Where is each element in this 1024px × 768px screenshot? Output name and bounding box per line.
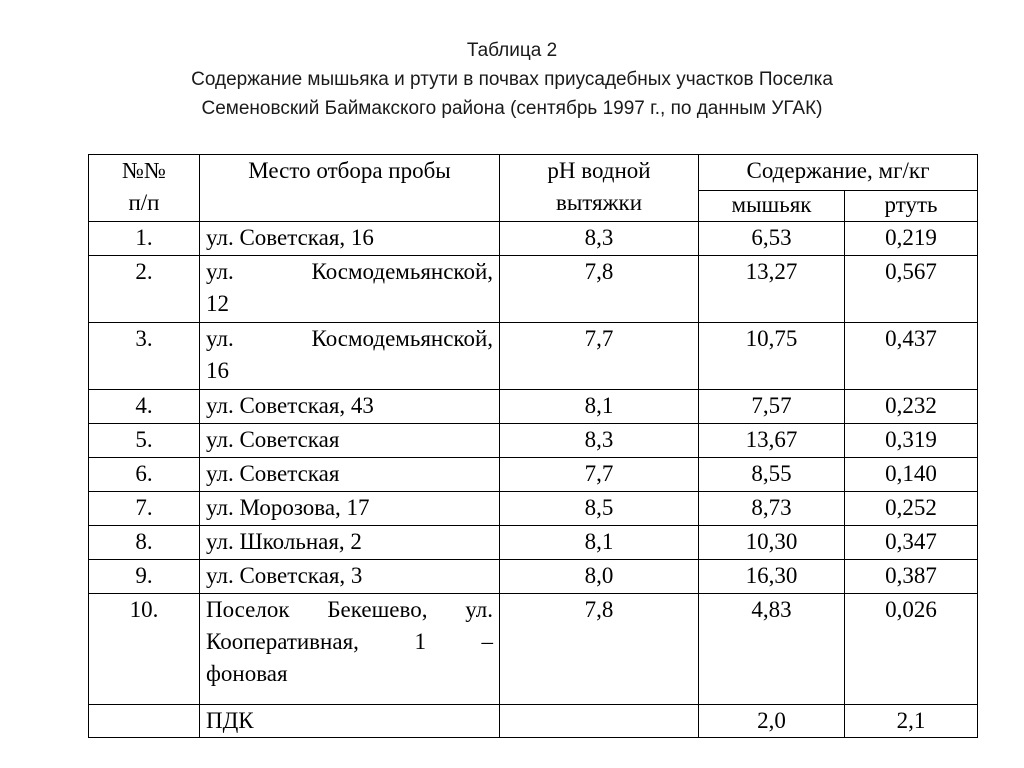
cell-ph: 8,3 bbox=[500, 424, 699, 458]
cell-mercury: 0,140 bbox=[845, 458, 978, 492]
cell-num: 10. bbox=[89, 594, 200, 705]
cell-num: 3. bbox=[89, 323, 200, 390]
cell-arsenic: 10,75 bbox=[699, 323, 845, 390]
table-row bbox=[89, 424, 978, 458]
table-caption bbox=[0, 36, 1024, 123]
cell-place: ул. Советская bbox=[200, 424, 500, 458]
cell-place: ул. Советская, 43 bbox=[200, 390, 500, 424]
cell-num bbox=[89, 705, 200, 738]
cell-mercury: 0,387 bbox=[845, 560, 978, 594]
pdk-ph bbox=[500, 705, 699, 738]
table-row bbox=[89, 458, 978, 492]
cell-ph: 8,1 bbox=[500, 390, 699, 424]
cell-ph: 7,7 bbox=[500, 323, 699, 390]
table-row bbox=[89, 323, 978, 390]
cell-arsenic: 7,57 bbox=[699, 390, 845, 424]
cell-mercury: 0,567 bbox=[845, 256, 978, 323]
cell-arsenic: 8,73 bbox=[699, 492, 845, 526]
cell-ph: 8,0 bbox=[500, 560, 699, 594]
table-row bbox=[89, 390, 978, 424]
table-row bbox=[89, 526, 978, 560]
pdk-label: ПДК bbox=[200, 705, 500, 738]
cell-ph: 8,1 bbox=[500, 526, 699, 560]
pdk-arsenic: 2,0 bbox=[699, 705, 845, 738]
table-title-line-2: Семеновский Баймакского района (сентябрь 1997 г., по данным УГАК) bbox=[201, 98, 823, 119]
table-row bbox=[89, 594, 978, 705]
cell-num: 8. bbox=[89, 526, 200, 560]
pdk-mercury: 2,1 bbox=[845, 705, 978, 738]
cell-place: ул. Советская, 3 bbox=[200, 560, 500, 594]
header-arsenic: мышьяк bbox=[699, 191, 845, 222]
cell-ph: 7,7 bbox=[500, 458, 699, 492]
cell-num: 5. bbox=[89, 424, 200, 458]
table-number: Таблица 2 bbox=[466, 40, 558, 61]
cell-arsenic: 6,53 bbox=[699, 222, 845, 256]
cell-place: ул. Космодемьянской, 16 bbox=[200, 323, 500, 390]
cell-arsenic: 13,67 bbox=[699, 424, 845, 458]
cell-mercury: 0,347 bbox=[845, 526, 978, 560]
header-content: Содержание, мг/кг bbox=[699, 155, 978, 191]
header-row bbox=[89, 155, 978, 191]
cell-place: ул. Космодемьянской, 12 bbox=[200, 256, 500, 323]
cell-num: 1. bbox=[89, 222, 200, 256]
cell-arsenic: 13,27 bbox=[699, 256, 845, 323]
table-row bbox=[89, 222, 978, 256]
cell-arsenic: 10,30 bbox=[699, 526, 845, 560]
table-row bbox=[89, 256, 978, 323]
cell-mercury: 0,219 bbox=[845, 222, 978, 256]
cell-ph: 7,8 bbox=[500, 256, 699, 323]
table-row bbox=[89, 560, 978, 594]
cell-place: ул. Советская, 16 bbox=[200, 222, 500, 256]
header-ph: рН водной вытяжки bbox=[500, 155, 699, 222]
cell-ph: 8,3 bbox=[500, 222, 699, 256]
cell-mercury: 0,252 bbox=[845, 492, 978, 526]
cell-mercury: 0,437 bbox=[845, 323, 978, 390]
header-mercury: ртуть bbox=[845, 191, 978, 222]
cell-place: Поселок Бекешево, ул. Кооперативная, 1 – фоновая bbox=[200, 594, 500, 705]
cell-ph: 7,8 bbox=[500, 594, 699, 705]
cell-arsenic: 4,83 bbox=[699, 594, 845, 705]
cell-place: ул. Советская bbox=[200, 458, 500, 492]
header-place: Место отбора пробы bbox=[200, 155, 500, 222]
table-title-line-1: Содержание мышьяка и ртути в почвах приусадебных участков Поселка bbox=[191, 69, 833, 90]
cell-num: 6. bbox=[89, 458, 200, 492]
cell-arsenic: 8,55 bbox=[699, 458, 845, 492]
cell-num: 7. bbox=[89, 492, 200, 526]
cell-mercury: 0,319 bbox=[845, 424, 978, 458]
cell-ph: 8,5 bbox=[500, 492, 699, 526]
data-table bbox=[88, 154, 978, 738]
pdk-row bbox=[89, 705, 978, 738]
cell-mercury: 0,232 bbox=[845, 390, 978, 424]
cell-place: ул. Школьная, 2 bbox=[200, 526, 500, 560]
cell-mercury: 0,026 bbox=[845, 594, 978, 705]
cell-num: 9. bbox=[89, 560, 200, 594]
cell-place: ул. Морозова, 17 bbox=[200, 492, 500, 526]
cell-num: 2. bbox=[89, 256, 200, 323]
table-row bbox=[89, 492, 978, 526]
cell-arsenic: 16,30 bbox=[699, 560, 845, 594]
cell-num: 4. bbox=[89, 390, 200, 424]
header-num: №№ п/п bbox=[89, 155, 200, 222]
